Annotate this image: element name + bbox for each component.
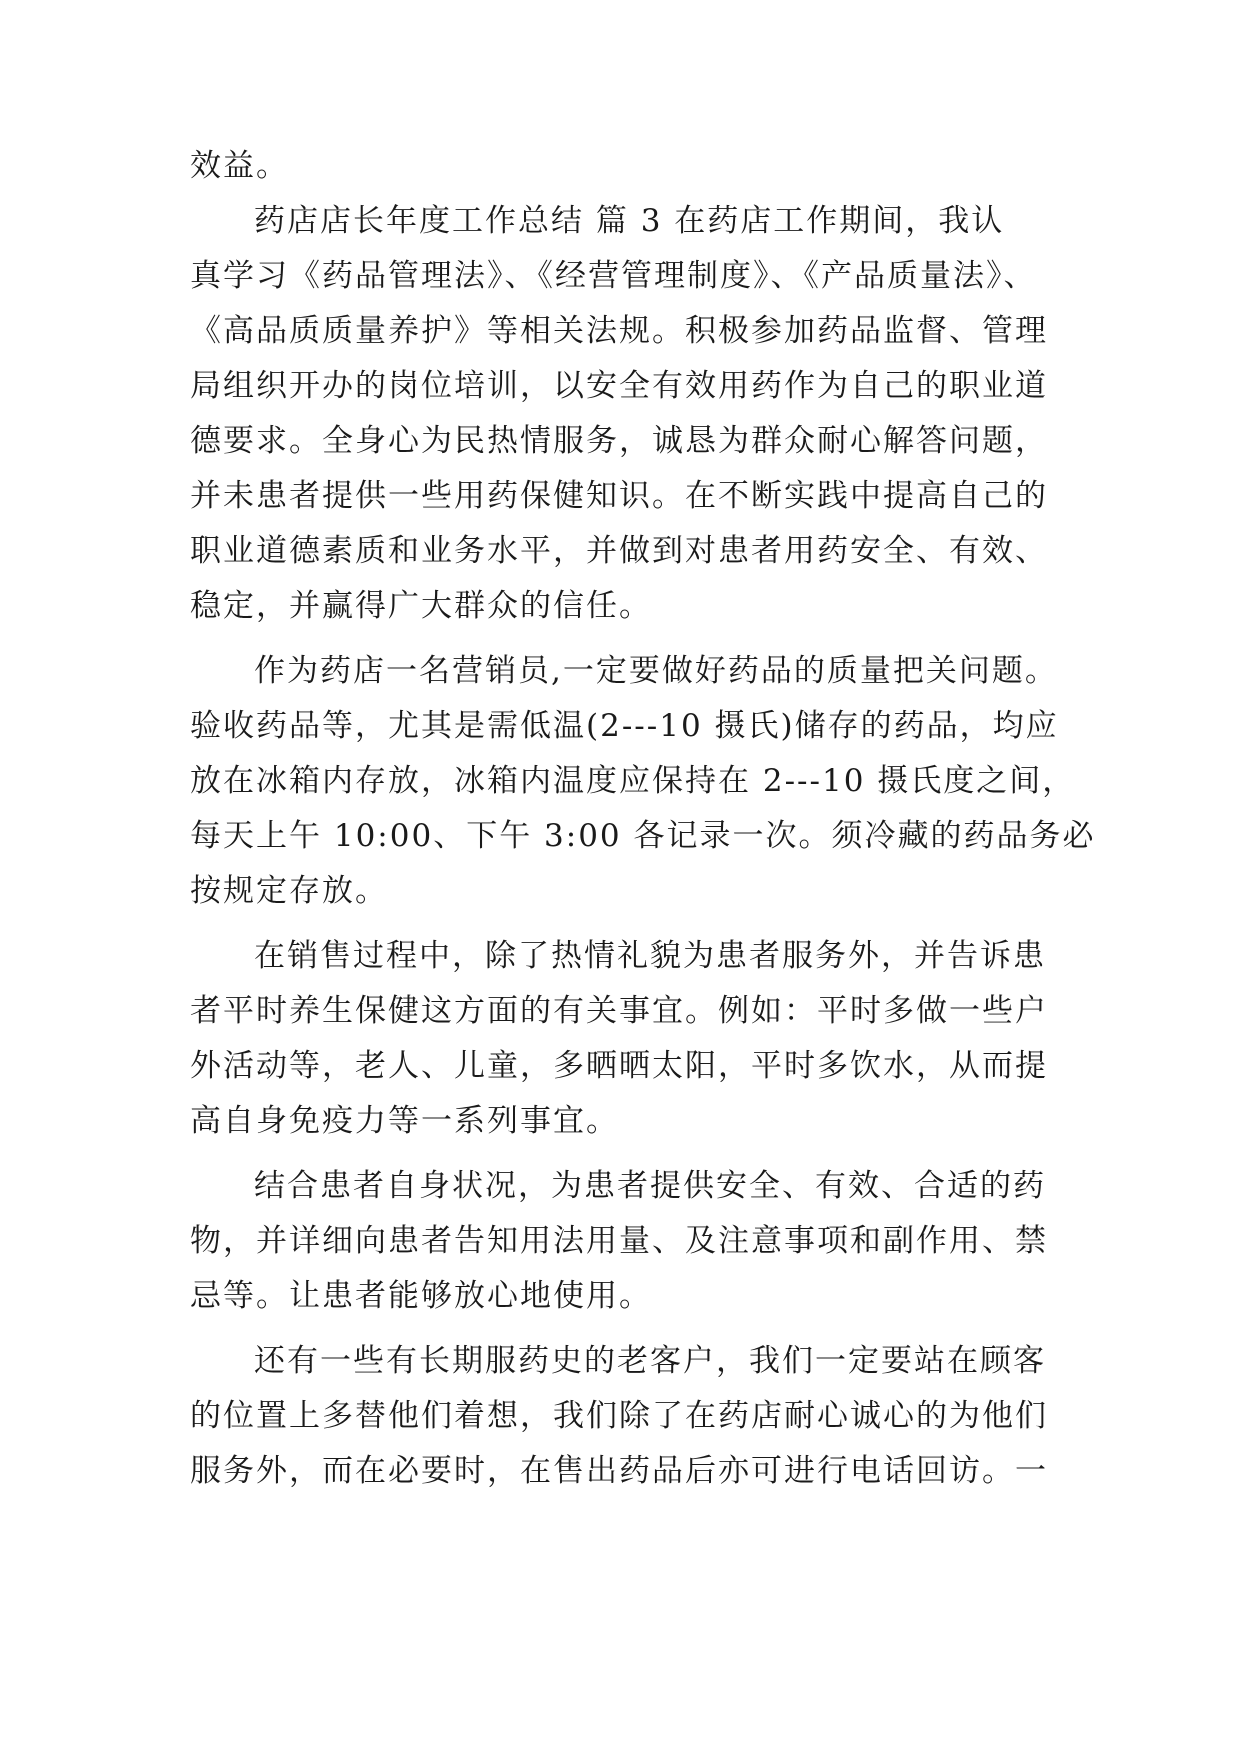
text-line: 的位置上多替他们着想，我们除了在药店耐心诚心的为他们	[190, 1398, 1048, 1434]
text-line: 稳定，并赢得广大群众的信任。	[190, 588, 652, 624]
text-line: 结合患者自身状况，为患者提供安全、有效、合适的药	[254, 1168, 1046, 1204]
text-line: 还有一些有长期服药史的老客户，我们一定要站在顾客	[254, 1343, 1046, 1379]
text-line: 物，并详细向患者告知用法用量、及注意事项和副作用、禁	[190, 1223, 1048, 1259]
text-line: 效益。	[190, 148, 289, 184]
text-line: 外活动等，老人、儿童，多晒晒太阳，平时多饮水，从而提	[190, 1048, 1048, 1084]
text-line: 德要求。全身心为民热情服务，诚恳为群众耐心解答问题，	[190, 423, 1048, 459]
text-line: 真学习《药品管理法》、《经营管理制度》、《产品质量法》、	[190, 258, 1037, 294]
text-line: 放在冰箱内存放，冰箱内温度应保持在 2---10 摄氏度之间，	[190, 763, 1076, 799]
text-line: 每天上午 10:00、下午 3:00 各记录一次。须冷藏的药品务必	[190, 818, 1096, 854]
text-line: 按规定存放。	[190, 873, 388, 909]
text-line: 《高品质质量养护》等相关法规。积极参加药品监督、管理	[190, 313, 1048, 349]
text-line: 作为药店一名营销员,一定要做好药品的质量把关问题。	[254, 653, 1058, 689]
text-line: 职业道德素质和业务水平，并做到对患者用药安全、有效、	[190, 533, 1048, 569]
text-line: 服务外，而在必要时，在售出药品后亦可进行电话回访。一	[190, 1453, 1048, 1489]
text-line: 者平时养生保健这方面的有关事宜。例如：平时多做一些户	[190, 993, 1048, 1029]
text-line: 高自身免疫力等一系列事宜。	[190, 1103, 619, 1139]
text-line: 验收药品等，尤其是需低温(2---10 摄氏)储存的药品，均应	[190, 708, 1059, 744]
text-line: 并未患者提供一些用药保健知识。在不断实践中提高自己的	[190, 478, 1048, 514]
text-line: 忌等。让患者能够放心地使用。	[190, 1278, 652, 1314]
text-line: 局组织开办的岗位培训，以安全有效用药作为自己的职业道	[190, 368, 1048, 404]
text-line: 在销售过程中，除了热情礼貌为患者服务外，并告诉患	[254, 938, 1046, 974]
text-line: 药店店长年度工作总结 篇 3 在药店工作期间，我认	[254, 203, 1005, 239]
